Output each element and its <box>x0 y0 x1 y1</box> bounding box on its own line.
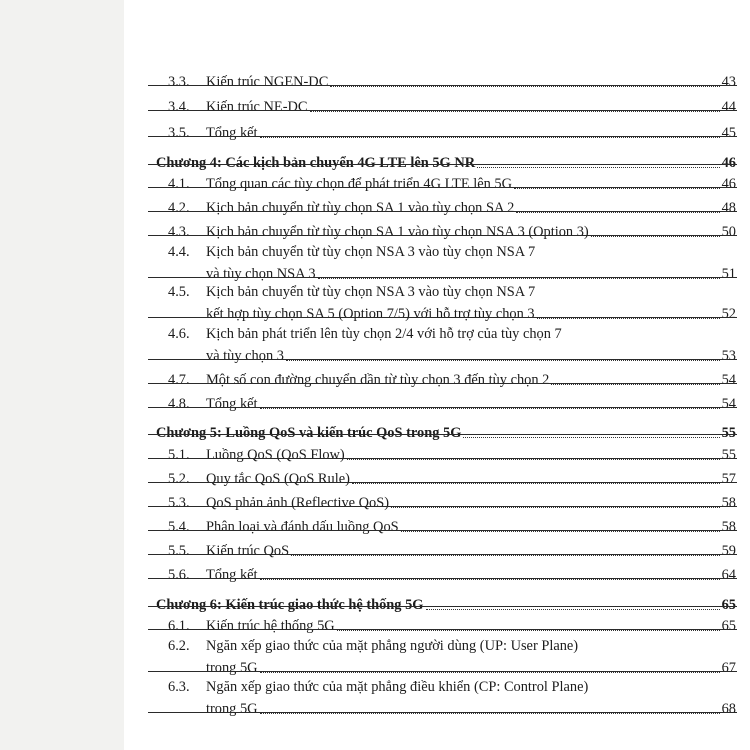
section-title: Kiến trúc QoS <box>206 543 290 559</box>
dot-leader <box>426 609 720 610</box>
row-divider <box>148 671 737 672</box>
page-number: 46 <box>721 176 736 192</box>
dot-leader <box>591 236 720 237</box>
section-number: 3.4. <box>168 99 190 115</box>
section-number: 5.3. <box>168 495 190 511</box>
row-divider <box>148 530 737 531</box>
section-title: Kiến trúc hệ thống 5G <box>206 618 335 634</box>
section-number: 5.1. <box>168 447 190 463</box>
dot-leader <box>310 111 720 112</box>
section-title: Kịch bản chuyển từ tùy chọn NSA 3 vào tùy chọn NSA 7 <box>206 244 536 260</box>
page-number: 59 <box>721 543 736 559</box>
dot-leader <box>401 531 720 532</box>
page-number: 43 <box>721 74 736 90</box>
section-number: 4.6. <box>168 326 190 342</box>
section-title: Phân loại và đánh dấu luồng QoS <box>206 519 399 535</box>
section-number: 5.4. <box>168 519 190 535</box>
page-number: 48 <box>721 200 736 216</box>
dot-leader <box>260 408 720 409</box>
section-number: 4.7. <box>168 372 190 388</box>
page-number: 54 <box>721 372 736 388</box>
dot-leader <box>291 555 719 556</box>
page-number: 53 <box>721 348 736 364</box>
page-number: 57 <box>721 471 736 487</box>
row-divider <box>148 235 737 236</box>
row-divider <box>148 434 737 435</box>
section-title: Kịch bản phát triển lên tùy chọn 2/4 với hỗ trợ của tùy chọn 7 <box>206 326 562 342</box>
row-divider <box>148 554 737 555</box>
row-divider <box>148 383 737 384</box>
row-divider <box>148 110 737 111</box>
row-divider <box>148 317 737 318</box>
dot-leader <box>347 459 720 460</box>
page-number: 65 <box>721 597 736 613</box>
row-divider <box>148 85 737 86</box>
page-number: 58 <box>721 495 736 511</box>
dot-leader <box>352 483 720 484</box>
section-number: 3.3. <box>168 74 190 90</box>
dot-leader <box>260 137 720 138</box>
page-number: 52 <box>721 306 736 322</box>
section-number: 5.2. <box>168 471 190 487</box>
dot-leader <box>477 167 719 168</box>
section-title-continued: trong 5G <box>206 701 258 717</box>
page-number: 44 <box>721 99 736 115</box>
section-title: Tổng kết <box>206 567 258 583</box>
section-title: Ngăn xếp giao thức của mặt phẳng điều khiển (CP: Control Plane) <box>206 679 589 695</box>
row-divider <box>148 578 737 579</box>
section-title: Một số con đường chuyển dần từ tùy chọn 3 đến tùy chọn 2 <box>206 372 550 388</box>
section-number: 6.2. <box>168 638 190 654</box>
dot-leader <box>330 86 719 87</box>
section-title: QoS phản ảnh (Reflective QoS) <box>206 495 390 511</box>
section-number: 3.5. <box>168 125 190 141</box>
row-divider <box>148 359 737 360</box>
section-title-continued: và tùy chọn NSA 3 <box>206 266 316 282</box>
section-number: 4.8. <box>168 396 190 412</box>
section-title: Ngăn xếp giao thức của mặt phẳng người dùng (UP: User Plane) <box>206 638 579 654</box>
page-number: 58 <box>721 519 736 535</box>
section-title: Kịch bản chuyển từ tùy chọn SA 1 vào tùy chọn SA 2 <box>206 200 515 216</box>
row-divider <box>148 187 737 188</box>
dot-leader <box>286 360 720 361</box>
chapter-title: Chương 6: Kiến trúc giao thức hệ thống 5G <box>156 597 424 613</box>
page-number: 67 <box>721 660 736 676</box>
dot-leader <box>260 713 720 714</box>
table-of-contents <box>124 0 750 750</box>
section-number: 6.1. <box>168 618 190 634</box>
dot-leader <box>337 630 720 631</box>
page-number: 65 <box>721 618 736 634</box>
chapter-title: Chương 5: Luồng QoS và kiến trúc QoS trong 5G <box>156 425 462 441</box>
section-title: Tổng kết <box>206 396 258 412</box>
page-number: 64 <box>721 567 736 583</box>
row-divider <box>148 629 737 630</box>
page-number: 55 <box>721 447 736 463</box>
row-divider <box>148 164 737 165</box>
dot-leader <box>514 188 720 189</box>
section-number: 5.5. <box>168 543 190 559</box>
page-number: 46 <box>721 155 736 171</box>
dot-leader <box>537 318 720 319</box>
section-title: Luồng QoS (QoS Flow) <box>206 447 345 463</box>
dot-leader <box>260 672 720 673</box>
section-title: Tổng kết <box>206 125 258 141</box>
section-title-continued: và tùy chọn 3 <box>206 348 284 364</box>
document-page <box>124 0 750 750</box>
row-divider <box>148 606 737 607</box>
row-divider <box>148 482 737 483</box>
dot-leader <box>318 278 720 279</box>
row-divider <box>148 211 737 212</box>
section-number: 5.6. <box>168 567 190 583</box>
dot-leader <box>260 579 720 580</box>
row-divider <box>148 712 737 713</box>
section-title: Kịch bản chuyển từ tùy chọn NSA 3 vào tùy chọn NSA 7 <box>206 284 536 300</box>
section-number: 4.2. <box>168 200 190 216</box>
row-divider <box>148 277 737 278</box>
section-title: Quy tắc QoS (QoS Rule) <box>206 471 350 487</box>
chapter-title: Chương 4: Các kịch bản chuyển 4G LTE lên 5G NR <box>156 155 476 171</box>
row-divider <box>148 407 737 408</box>
dot-leader <box>391 507 720 508</box>
section-title-continued: kết hợp tùy chọn SA 5 (Option 7/5) với hỗ trợ tùy chọn 3 <box>206 306 535 322</box>
dot-leader <box>516 212 719 213</box>
dot-leader <box>551 384 719 385</box>
page-number: 68 <box>721 701 736 717</box>
section-number: 6.3. <box>168 679 190 695</box>
section-title: Kịch bản chuyển từ tùy chọn SA 1 vào tùy chọn NSA 3 (Option 3) <box>206 224 589 240</box>
row-divider <box>148 506 737 507</box>
row-divider <box>148 458 737 459</box>
section-title: Kiến trúc NE-DC <box>206 99 308 115</box>
dot-leader <box>463 437 719 438</box>
page-number: 54 <box>721 396 736 412</box>
page-number: 51 <box>721 266 736 282</box>
section-number: 4.5. <box>168 284 190 300</box>
row-divider <box>148 136 737 137</box>
section-title-continued: trong 5G <box>206 660 258 676</box>
page-number: 45 <box>721 125 736 141</box>
section-number: 4.1. <box>168 176 190 192</box>
section-number: 4.4. <box>168 244 190 260</box>
page-number: 50 <box>721 224 736 240</box>
page-number: 55 <box>721 425 736 441</box>
section-title: Tổng quan các tùy chọn để phát triển 4G LTE lên 5G <box>206 176 512 192</box>
section-title: Kiến trúc NGEN-DC <box>206 74 329 90</box>
section-number: 4.3. <box>168 224 190 240</box>
